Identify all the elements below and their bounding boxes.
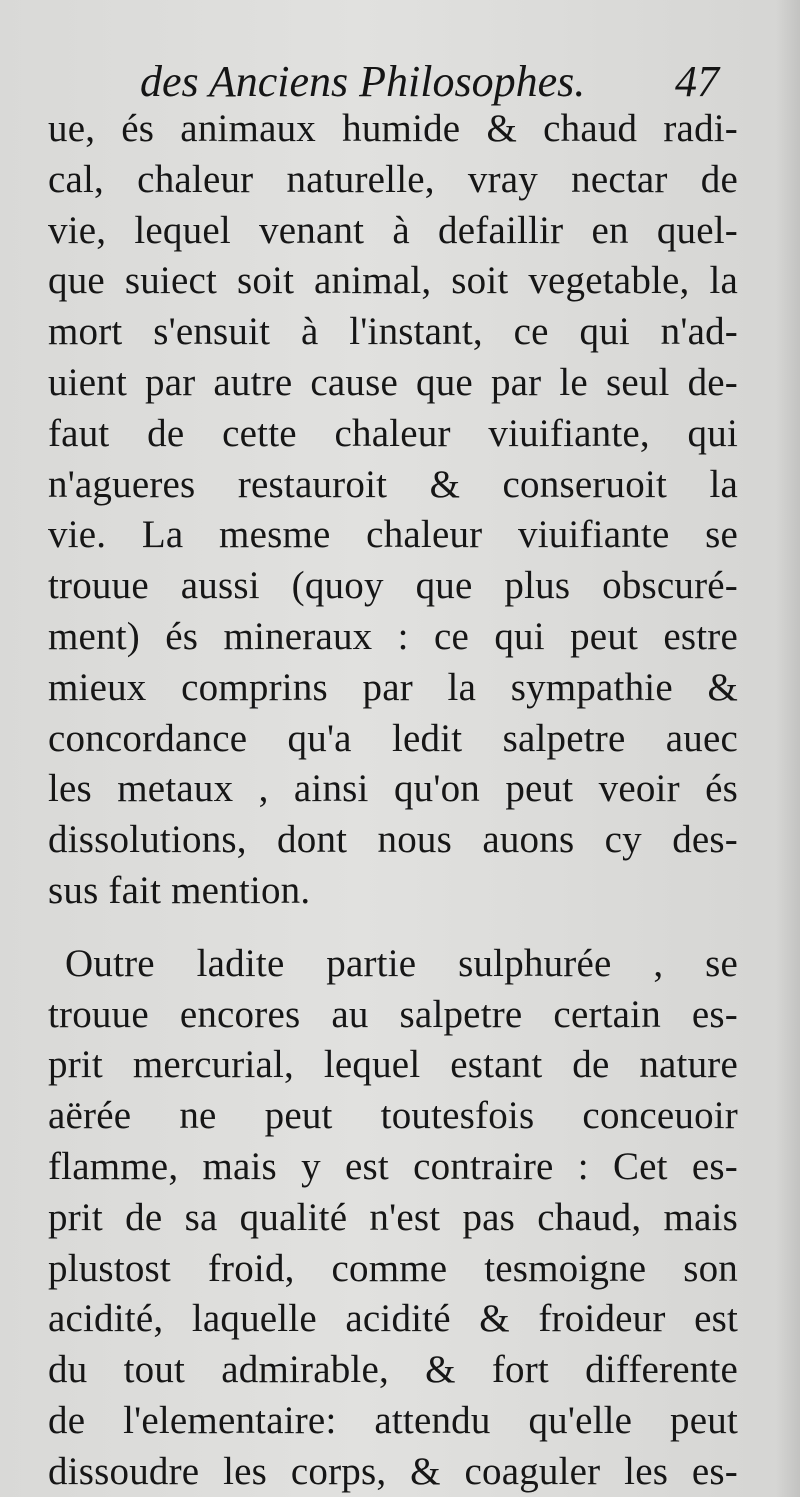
text-line: mieux comprins par la sympathie & xyxy=(48,665,738,709)
text-line: ue, és animaux humide & chaud radi- xyxy=(48,107,738,150)
text-line: uient par autre cause que par le seul de- xyxy=(48,360,738,404)
paragraph-2 xyxy=(48,939,738,1497)
text-line: dissoudre les corps, & coaguler les es- xyxy=(48,1449,738,1493)
text-line: mort s'ensuit à l'instant, ce qui n'ad- xyxy=(48,310,738,354)
text-line: prit de sa qualité n'est pas chaud, mais xyxy=(48,1195,738,1239)
paragraph-1 xyxy=(48,104,738,917)
text-line: plustost froid, comme tesmoigne son xyxy=(48,1246,738,1290)
text-line: n'agueres restauroit & conseruoit la xyxy=(48,462,738,506)
text-line: faut de cette chaleur viuifiante, qui xyxy=(48,411,738,455)
text-line: du tout admirable, & fort differente xyxy=(48,1348,738,1392)
text-line: les metaux , ainsi qu'on peut veoir és xyxy=(48,767,738,811)
text-line: trouue aussi (quoy que plus obscuré- xyxy=(48,564,738,608)
text-line: sus fait mention. xyxy=(48,868,311,912)
text-line: vie, lequel venant à defaillir en quel- xyxy=(48,208,738,252)
text-line: ment) és mineraux : ce qui peut estre xyxy=(48,614,738,658)
text-line: trouue encores au salpetre certain es- xyxy=(48,992,738,1036)
page-number: 47 xyxy=(675,57,719,106)
text-line: flamme, mais y est contraire : Cet es- xyxy=(48,1144,738,1188)
text-line: prit mercurial, lequel estant de nature xyxy=(48,1043,738,1087)
text-line: Outre ladite partie sulphurée , se xyxy=(65,941,738,985)
text-line: dissolutions, dont nous auons cy des- xyxy=(48,818,738,862)
text-line: vie. La mesme chaleur viuifiante se xyxy=(48,513,738,557)
body-text xyxy=(48,104,738,1497)
text-line: cal, chaleur naturelle, vray nectar de xyxy=(48,157,738,201)
text-line: acidité, laquelle acidité & froideur est xyxy=(48,1297,738,1341)
paragraph-gap xyxy=(48,917,738,939)
running-title: des Anciens Philosophes. xyxy=(140,57,586,106)
text-line: que suiect soit animal, soit vegetable, la xyxy=(48,259,738,303)
text-line: aërée ne peut toutesfois conceuoir xyxy=(48,1094,738,1138)
text-line: de l'elementaire: attendu qu'elle peut xyxy=(48,1398,738,1442)
page-edge-shadow xyxy=(776,0,800,1497)
text-line: concordance qu'a ledit salpetre auec xyxy=(48,716,738,760)
page-header xyxy=(140,52,740,112)
